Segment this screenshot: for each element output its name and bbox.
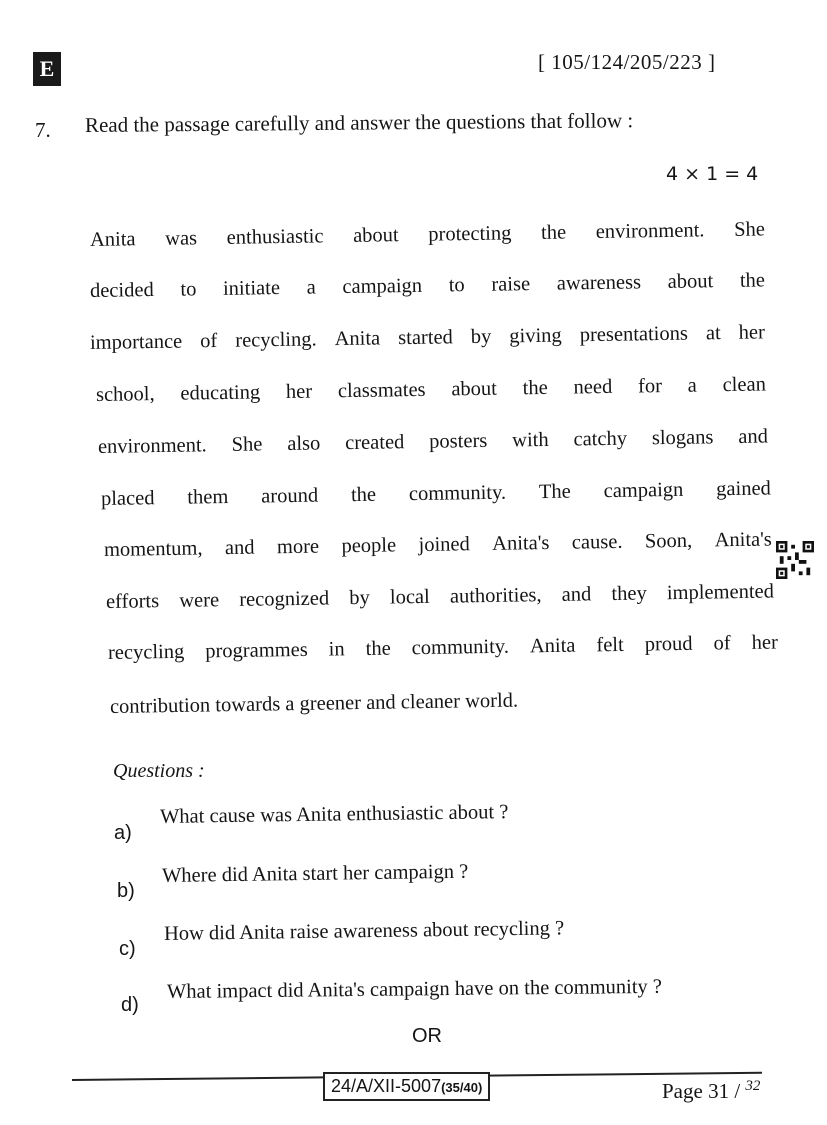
passage-word: gained	[716, 477, 772, 501]
passage-word: educating	[180, 381, 261, 405]
passage-word: campaign	[342, 274, 423, 299]
passage-word: raise	[491, 273, 531, 296]
passage-word: Anita	[89, 228, 136, 251]
passage-word: also	[287, 432, 321, 456]
marks-allocation: 4 × 1 = 4	[666, 163, 759, 185]
passage-word: awareness	[556, 271, 642, 295]
question-text: Where did Anita start her campaign ?	[161, 860, 469, 887]
passage-word: recognized	[239, 587, 330, 611]
passage-word: classmates	[337, 378, 426, 403]
question-label: d)	[121, 994, 139, 1016]
passage-word: enthusiastic	[226, 225, 324, 249]
passage-word: them	[187, 486, 229, 509]
passage-word: catchy	[573, 427, 628, 451]
passage-word: her	[751, 631, 778, 654]
passage-line	[90, 218, 765, 252]
passage-word: Anita	[334, 327, 381, 351]
passage-word: She	[231, 433, 263, 456]
passage-word: at	[705, 322, 721, 345]
passage-word: recycling	[107, 640, 185, 664]
passage-word: her	[738, 321, 766, 344]
passage-line	[90, 321, 765, 355]
footer-code: 24/A/XII-5007(35/40)	[323, 1072, 490, 1101]
question-number: 7.	[35, 118, 51, 142]
passage-word: authorities,	[449, 584, 542, 608]
paper-code: [ 105/124/205/223 ]	[538, 50, 716, 74]
passage-word: and	[738, 425, 769, 448]
question-text: How did Anita raise awareness about recycling ?	[163, 917, 565, 945]
question-label: c)	[119, 938, 136, 960]
passage-word: the	[522, 376, 548, 400]
passage-word: school,	[95, 383, 155, 406]
passage-word: was	[164, 227, 198, 250]
passage-word: the	[365, 637, 391, 660]
passage-word: placed	[100, 487, 155, 510]
passage-word: about	[667, 270, 714, 293]
passage-word: environment.	[97, 434, 207, 458]
passage-word: momentum,	[103, 537, 203, 561]
section-badge: E	[33, 52, 61, 86]
passage-word: implemented	[666, 580, 775, 605]
passage-word: Anita's	[492, 532, 550, 555]
passage-line	[98, 425, 768, 459]
passage-word: with	[512, 428, 549, 452]
passage-word: need	[573, 375, 613, 399]
passage-word: and	[561, 583, 592, 606]
passage-word: initiate	[222, 277, 281, 300]
passage-word: local	[389, 585, 430, 609]
passage-word: people	[341, 534, 397, 558]
passage-word: a	[306, 276, 316, 299]
passage-word: The	[538, 480, 571, 504]
question-text: What impact did Anita's campaign have on the community ?	[166, 975, 663, 1003]
passage-word: decided	[89, 279, 154, 302]
passage-word: for	[637, 375, 663, 398]
passage-word: to	[180, 278, 197, 301]
passage-word: created	[344, 431, 405, 455]
passage-line	[90, 269, 765, 303]
passage-word: in	[328, 638, 345, 661]
passage-word: to	[448, 274, 465, 297]
passage-word: by	[470, 325, 492, 349]
passage-word: a	[687, 374, 697, 397]
passage-word: community.	[408, 481, 507, 506]
passage-word: of	[713, 632, 731, 655]
passage-word: her	[285, 380, 313, 404]
passage-word: clean	[722, 373, 767, 397]
passage-word: presentations	[579, 322, 689, 347]
passage-word: cause.	[571, 530, 623, 554]
passage-word: the	[739, 269, 766, 292]
passage-word: joined	[418, 533, 470, 557]
questions-heading: Questions :	[113, 760, 205, 782]
passage-word: environment.	[595, 219, 705, 244]
passage-word: and	[224, 536, 255, 560]
passage-word: recycling.	[235, 328, 317, 352]
passage-word: efforts	[105, 590, 160, 613]
question-instruction: Read the passage carefully and answer the questions that follow :	[84, 108, 634, 137]
passage-word: campaign	[603, 478, 684, 503]
passage-word: programmes	[205, 638, 308, 663]
question-label: b)	[117, 880, 135, 902]
passage-line	[101, 477, 771, 511]
passage-word: She	[733, 218, 766, 241]
passage-word: of	[200, 330, 218, 353]
question-text: What cause was Anita enthusiastic about ?	[159, 801, 509, 828]
passage-word: more	[276, 535, 320, 559]
passage-word: felt	[596, 633, 624, 657]
passage-word: by	[349, 586, 370, 610]
passage-word: they	[611, 582, 647, 606]
qr-code-icon	[776, 541, 814, 579]
passage-line	[104, 529, 772, 562]
passage-word: about	[451, 377, 498, 401]
passage-word: the	[350, 483, 377, 507]
passage-word: started	[398, 326, 454, 350]
passage-word: Soon,	[644, 529, 693, 553]
passage-word: protecting	[428, 222, 512, 246]
passage-word: proud	[644, 632, 693, 656]
passage-word: the	[540, 221, 567, 244]
passage-word: around	[261, 484, 319, 508]
passage-word: posters	[429, 429, 488, 453]
passage-word: giving	[509, 324, 562, 348]
passage-line	[106, 581, 774, 614]
or-separator: OR	[412, 1025, 442, 1047]
page-number: Page 31 / $^{32}$	[662, 1078, 761, 1103]
passage-word: Anita	[529, 634, 576, 658]
passage-word: Anita's	[714, 528, 772, 552]
passage-word: slogans	[651, 426, 714, 450]
passage-word: community.	[411, 635, 510, 660]
question-label: a)	[114, 822, 132, 844]
passage-line	[96, 373, 766, 407]
passage-word: were	[179, 589, 220, 612]
passage-word: importance	[89, 330, 183, 354]
passage-word: about	[352, 224, 399, 247]
passage-line	[108, 631, 778, 665]
passage-line: contribution towards a greener and cleaner world.	[109, 689, 519, 718]
